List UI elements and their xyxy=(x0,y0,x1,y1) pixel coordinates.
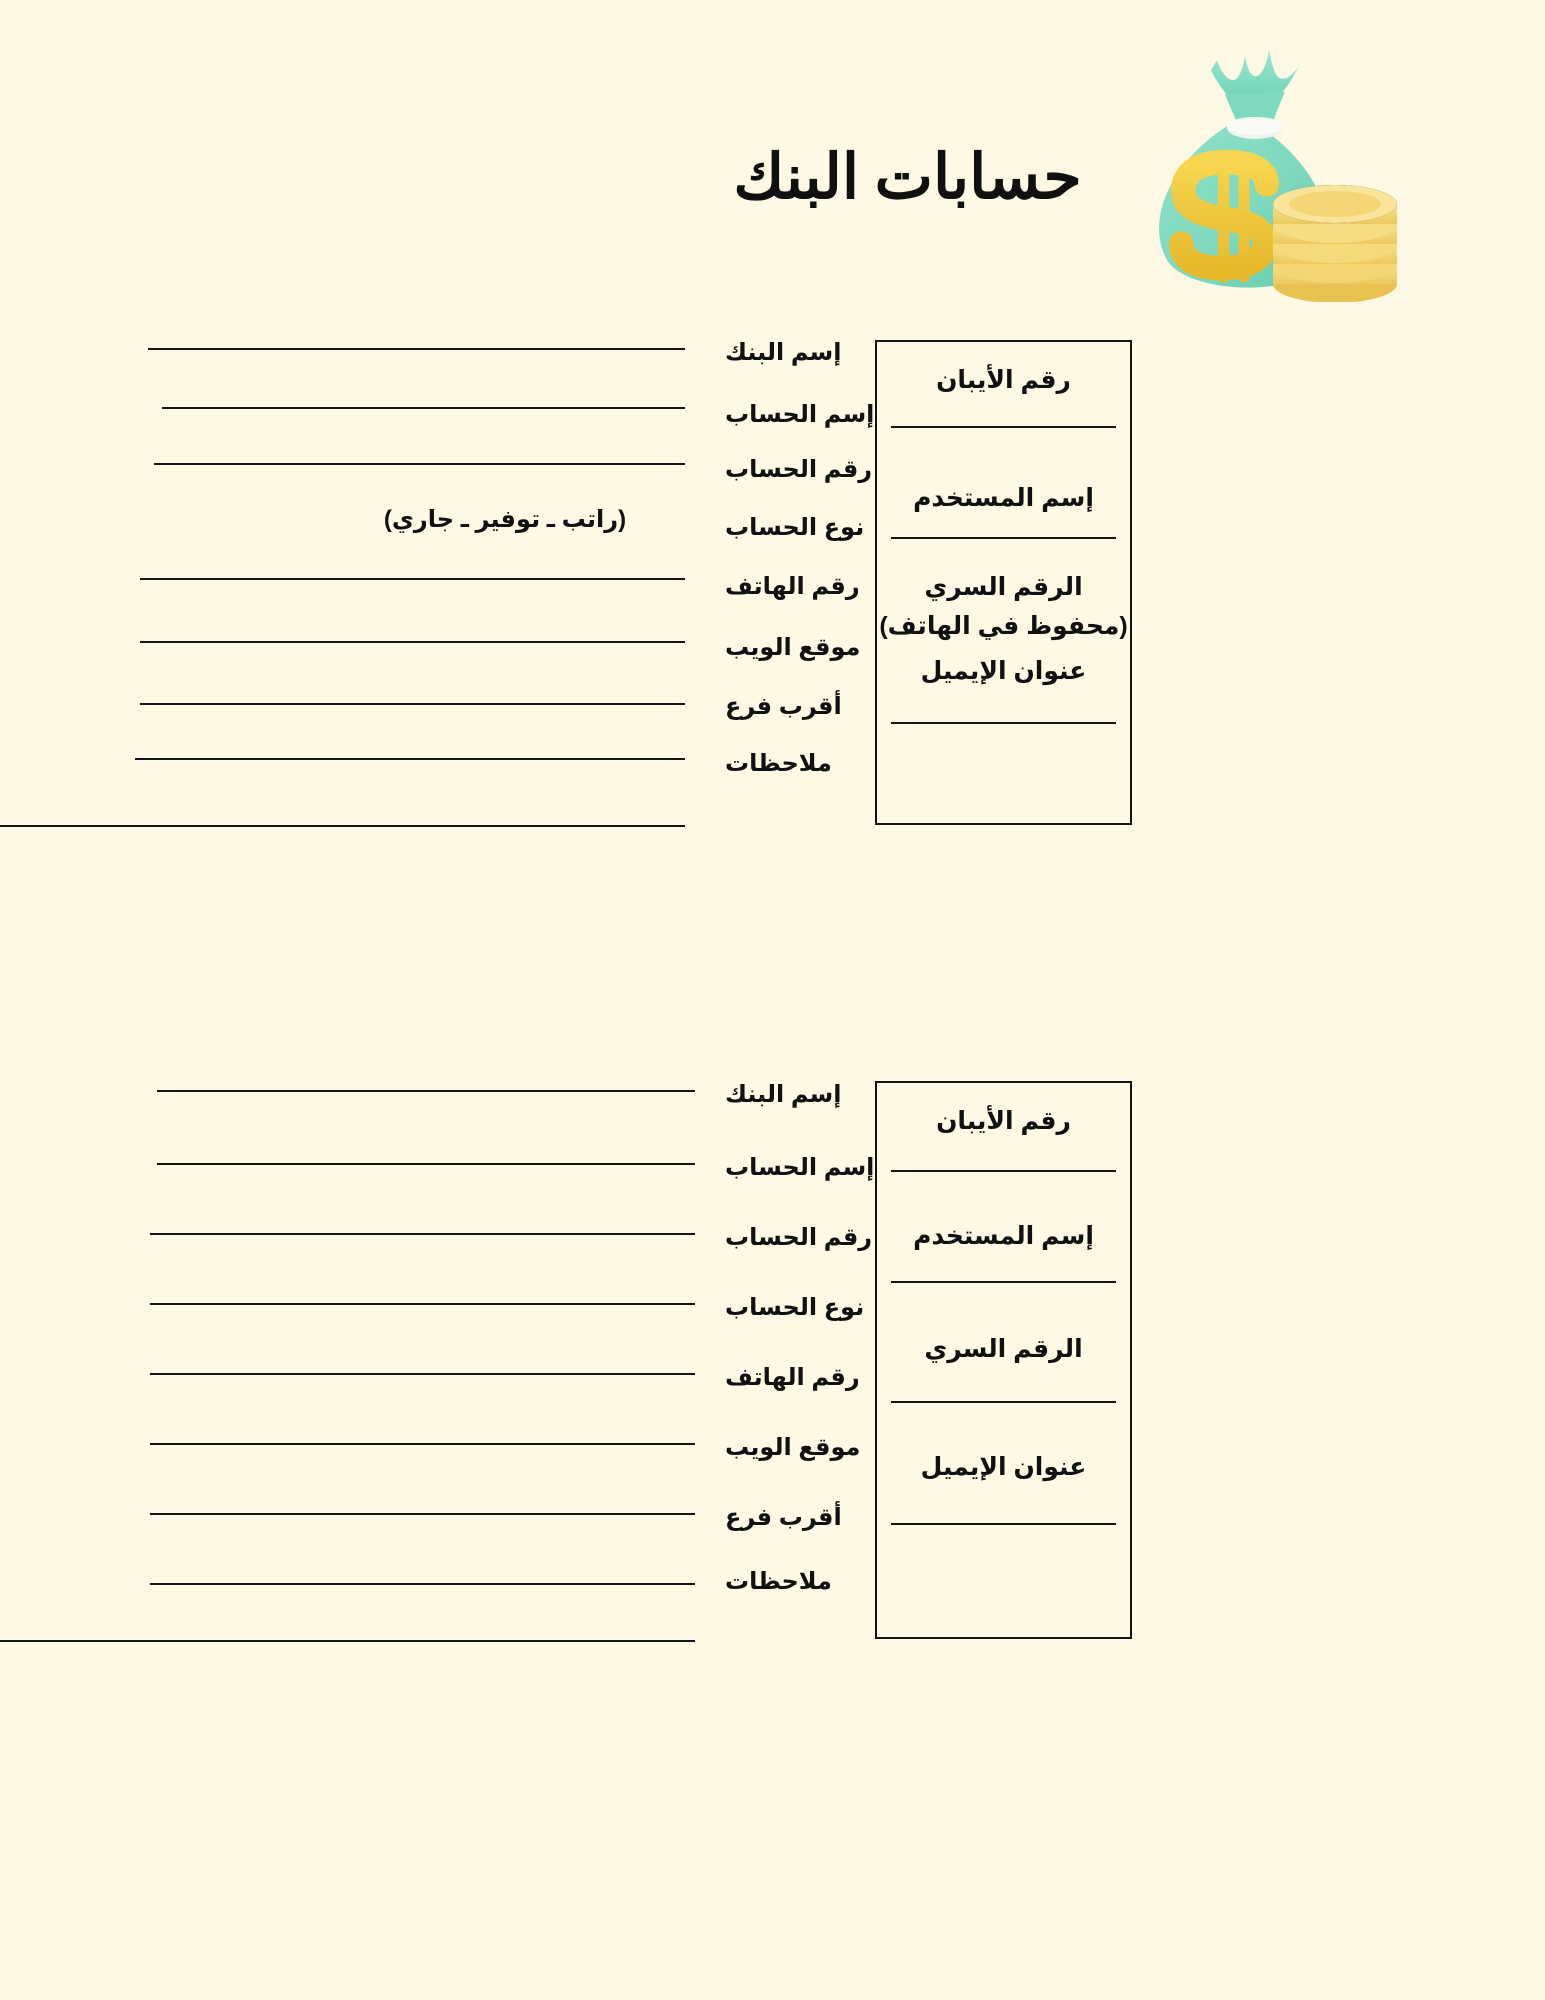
write-line-2-4[interactable] xyxy=(150,1303,695,1305)
write-line-2-7[interactable] xyxy=(150,1513,695,1515)
label-website-1: موقع الويب xyxy=(725,634,861,661)
label-nearest-branch-1: أقرب فرع xyxy=(725,693,842,720)
box-divider-2-4 xyxy=(891,1523,1116,1525)
write-line-1-7[interactable] xyxy=(135,758,685,760)
label-bank-name-2: إسم البنك xyxy=(725,1081,842,1108)
label-website-2: موقع الويب xyxy=(725,1434,861,1461)
label-bank-name-1: إسم البنك xyxy=(725,339,842,366)
label-nearest-branch-2: أقرب فرع xyxy=(725,1504,842,1531)
label-phone-number-1: رقم الهاتف xyxy=(725,573,860,600)
box-row-pin-note-1: (محفوظ في الهاتف) xyxy=(879,612,1128,640)
write-line-1-8[interactable] xyxy=(0,825,685,827)
box-divider-1-3 xyxy=(891,722,1116,724)
label-account-name-2: إسم الحساب xyxy=(725,1154,875,1181)
write-line-2-6[interactable] xyxy=(150,1443,695,1445)
account-block-1 xyxy=(0,339,1545,1040)
write-line-1-4[interactable] xyxy=(140,578,685,580)
box-row-email-2: عنوان الإيميل xyxy=(920,1453,1087,1481)
box-row-iban-2: رقم الأيبان xyxy=(936,1107,1071,1135)
box-row-pin-2: الرقم السري xyxy=(924,1335,1083,1363)
box-row-username-1: إسم المستخدم xyxy=(913,484,1094,512)
box-divider-1-1 xyxy=(891,426,1116,428)
label-account-number-1: رقم الحساب xyxy=(725,456,873,483)
label-account-name-1: إسم الحساب xyxy=(725,401,875,428)
write-line-1-6[interactable] xyxy=(140,703,685,705)
label-phone-number-2: رقم الهاتف xyxy=(725,1364,860,1391)
write-line-2-8[interactable] xyxy=(150,1583,695,1585)
page-title: حسابات البنك xyxy=(733,144,1082,212)
write-line-1-5[interactable] xyxy=(140,641,685,643)
write-line-2-2[interactable] xyxy=(157,1163,695,1165)
write-line-2-1[interactable] xyxy=(157,1090,695,1092)
label-notes-1: ملاحظات xyxy=(725,750,832,777)
box-row-email-1: عنوان الإيميل xyxy=(920,657,1087,685)
write-line-1-2[interactable] xyxy=(162,407,685,409)
label-notes-2: ملاحظات xyxy=(725,1568,832,1595)
write-line-2-5[interactable] xyxy=(150,1373,695,1375)
account-block-2 xyxy=(0,1081,1545,1765)
box-divider-1-2 xyxy=(891,537,1116,539)
write-line-2-3[interactable] xyxy=(150,1233,695,1235)
credentials-box-1 xyxy=(875,340,1132,825)
money-bag-icon xyxy=(1115,32,1405,302)
box-row-pin-1: الرقم السري xyxy=(924,573,1083,601)
label-account-type-2: نوع الحساب xyxy=(725,1294,865,1321)
account-type-hint-1: (راتب ـ توفير ـ جاري) xyxy=(383,506,627,533)
write-line-1-3[interactable] xyxy=(154,463,685,465)
write-line-1-1[interactable] xyxy=(148,348,685,350)
box-divider-2-3 xyxy=(891,1401,1116,1403)
label-account-number-2: رقم الحساب xyxy=(725,1224,873,1251)
page-header xyxy=(0,0,1545,330)
box-divider-2-1 xyxy=(891,1170,1116,1172)
credentials-box-2 xyxy=(875,1081,1132,1639)
box-row-iban-1: رقم الأيبان xyxy=(936,366,1071,394)
write-line-2-9[interactable] xyxy=(0,1640,695,1642)
box-divider-2-2 xyxy=(891,1281,1116,1283)
label-account-type-1: نوع الحساب xyxy=(725,514,865,541)
box-row-username-2: إسم المستخدم xyxy=(913,1222,1094,1250)
